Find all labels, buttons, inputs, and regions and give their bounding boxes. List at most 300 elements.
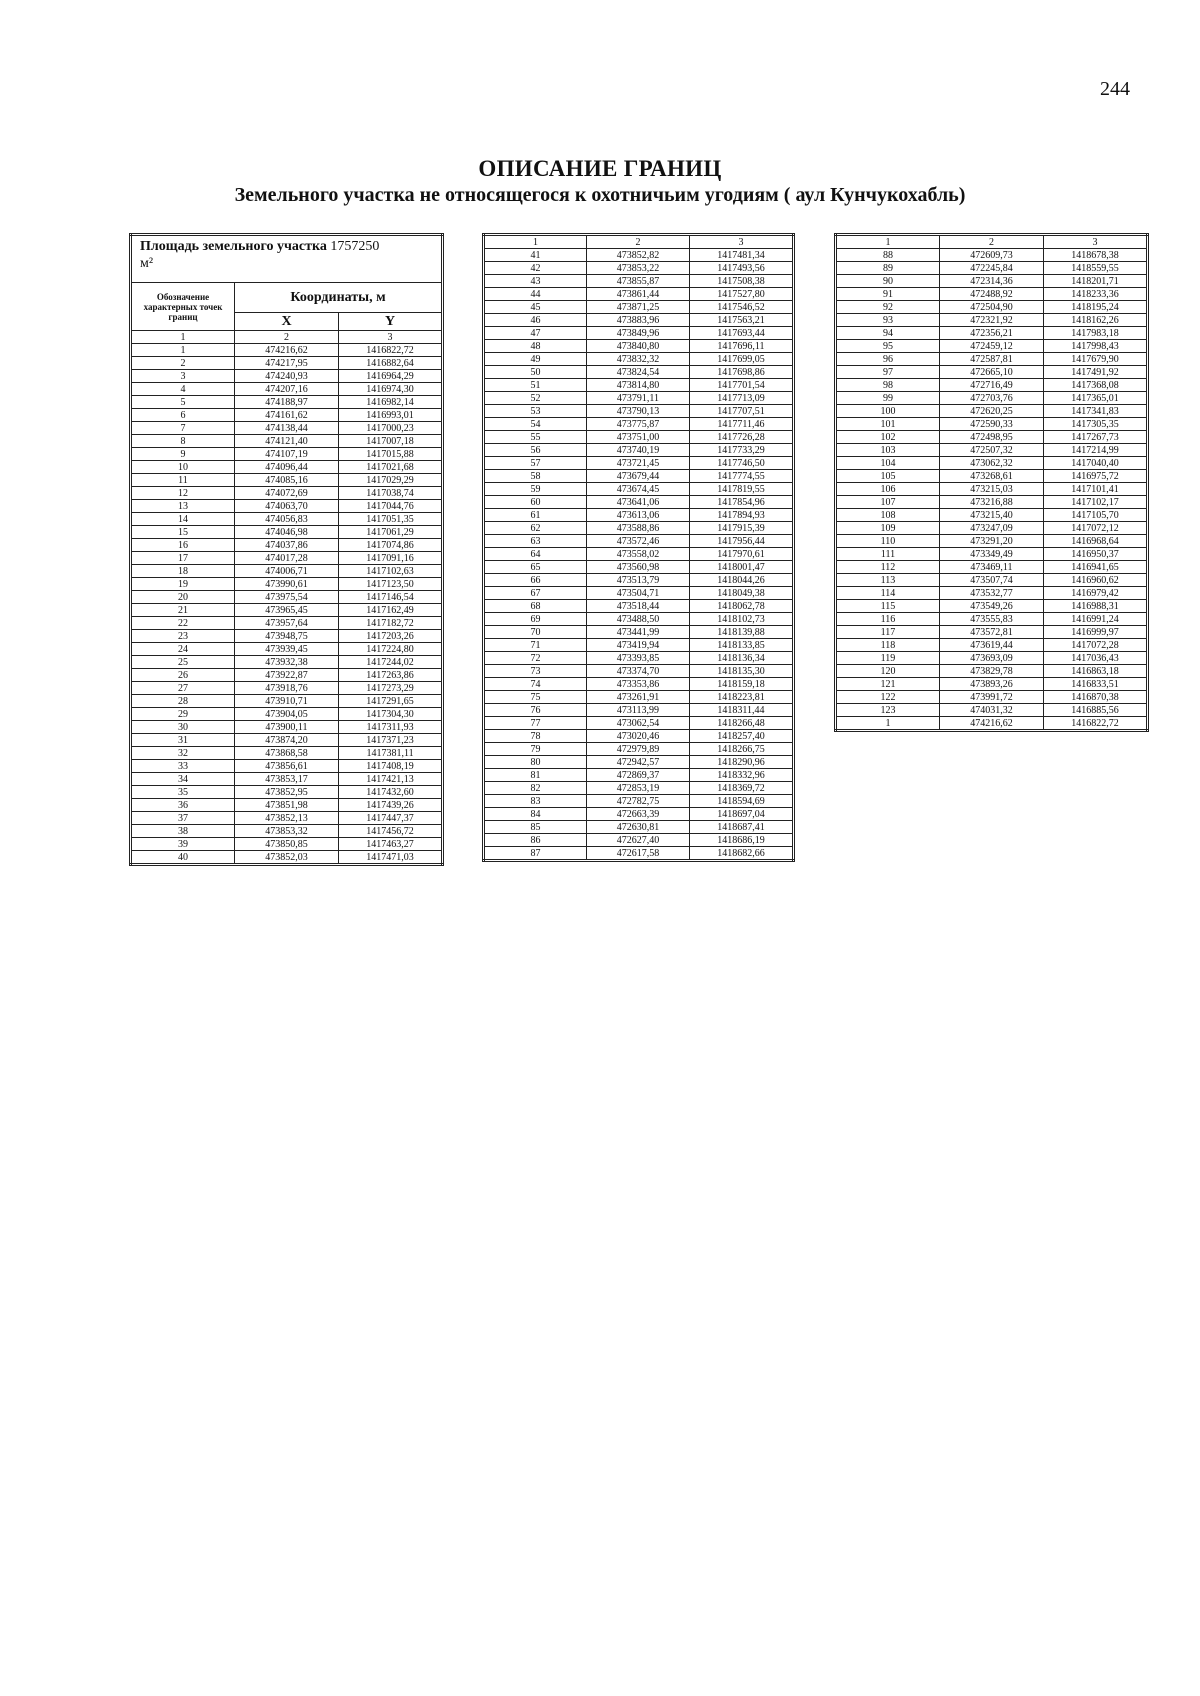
- table-row: [484, 353, 794, 366]
- table-row: [836, 691, 1148, 704]
- x-coordinate-cell: 472488,92: [940, 288, 1044, 301]
- y-coordinate-cell: 1418369,72: [690, 782, 794, 795]
- point-id-cell: 54: [484, 418, 587, 431]
- table-row: [484, 483, 794, 496]
- table-row: [836, 249, 1148, 262]
- y-coordinate-cell: 1416822,72: [1044, 717, 1148, 731]
- y-coordinate-cell: 1418135,30: [690, 665, 794, 678]
- x-coordinate-cell: 472459,12: [940, 340, 1044, 353]
- y-coordinate-cell: 1416882,64: [339, 357, 443, 370]
- point-id-cell: 106: [836, 483, 940, 496]
- table-row: [836, 704, 1148, 717]
- point-id-cell: 76: [484, 704, 587, 717]
- x-coordinate-cell: 472853,19: [587, 782, 690, 795]
- area-value: 1757250: [330, 239, 380, 254]
- y-coordinate-cell: 1416964,29: [339, 370, 443, 383]
- x-coordinate-cell: 473261,91: [587, 691, 690, 704]
- x-coordinate-cell: 472630,81: [587, 821, 690, 834]
- point-id-cell: 32: [131, 747, 235, 760]
- point-id-cell: 44: [484, 288, 587, 301]
- y-coordinate-cell: 1416975,72: [1044, 470, 1148, 483]
- point-id-cell: 66: [484, 574, 587, 587]
- y-coordinate-cell: 1417726,28: [690, 431, 794, 444]
- table-row: [836, 535, 1148, 548]
- point-id-cell: 14: [131, 513, 235, 526]
- y-coordinate-cell: 1417105,70: [1044, 509, 1148, 522]
- y-coordinate-cell: 1416870,38: [1044, 691, 1148, 704]
- table-row: [131, 682, 443, 695]
- table-row: [836, 340, 1148, 353]
- point-id-cell: 121: [836, 678, 940, 691]
- y-coordinate-cell: 1417029,29: [339, 474, 443, 487]
- point-id-cell: 105: [836, 470, 940, 483]
- x-coordinate-cell: 474056,83: [235, 513, 339, 526]
- point-id-cell: 49: [484, 353, 587, 366]
- x-coordinate-cell: 473814,80: [587, 379, 690, 392]
- x-coordinate-cell: 473904,05: [235, 708, 339, 721]
- x-coordinate-cell: 474121,40: [235, 435, 339, 448]
- point-id-cell: 97: [836, 366, 940, 379]
- table-row: [131, 513, 443, 526]
- x-coordinate-cell: 472979,89: [587, 743, 690, 756]
- x-coordinate-cell: 474138,44: [235, 422, 339, 435]
- y-coordinate-cell: 1418139,88: [690, 626, 794, 639]
- y-coordinate-cell: 1417101,41: [1044, 483, 1148, 496]
- point-id-cell: 63: [484, 535, 587, 548]
- y-coordinate-cell: 1417481,34: [690, 249, 794, 262]
- point-id-cell: 93: [836, 314, 940, 327]
- point-id-cell: 47: [484, 327, 587, 340]
- point-id-cell: 107: [836, 496, 940, 509]
- x-coordinate-cell: 473850,85: [235, 838, 339, 851]
- coordinates-table-1: [129, 233, 444, 866]
- table-row: [131, 565, 443, 578]
- y-coordinate-cell: 1417146,54: [339, 591, 443, 604]
- y-coordinate-cell: 1417036,43: [1044, 652, 1148, 665]
- table-row: [131, 825, 443, 838]
- point-id-cell: 75: [484, 691, 587, 704]
- column-number: 1: [836, 235, 940, 249]
- point-id-cell: 73: [484, 665, 587, 678]
- x-coordinate-cell: 474063,70: [235, 500, 339, 513]
- x-coordinate-cell: 472245,84: [940, 262, 1044, 275]
- table-row: [484, 405, 794, 418]
- y-coordinate-cell: 1417123,50: [339, 578, 443, 591]
- point-id-cell: 36: [131, 799, 235, 812]
- point-id-cell: 71: [484, 639, 587, 652]
- table-row: [131, 747, 443, 760]
- point-id-cell: 113: [836, 574, 940, 587]
- x-coordinate-cell: 473832,32: [587, 353, 690, 366]
- table-row: [484, 327, 794, 340]
- y-coordinate-cell: 1417696,11: [690, 340, 794, 353]
- table-row: [836, 353, 1148, 366]
- point-id-cell: 102: [836, 431, 940, 444]
- point-id-cell: 78: [484, 730, 587, 743]
- y-coordinate-cell: 1417894,93: [690, 509, 794, 522]
- y-coordinate-cell: 1417447,37: [339, 812, 443, 825]
- y-coordinate-cell: 1418233,36: [1044, 288, 1148, 301]
- x-coordinate-cell: 472627,40: [587, 834, 690, 847]
- y-coordinate-cell: 1417463,27: [339, 838, 443, 851]
- y-coordinate-cell: 1417072,12: [1044, 522, 1148, 535]
- y-coordinate-cell: 1418102,73: [690, 613, 794, 626]
- x-coordinate-cell: 473893,26: [940, 678, 1044, 691]
- point-id-cell: 69: [484, 613, 587, 626]
- point-id-cell: 83: [484, 795, 587, 808]
- point-id-cell: 111: [836, 548, 940, 561]
- x-coordinate-cell: 473939,45: [235, 643, 339, 656]
- x-coordinate-cell: 472609,73: [940, 249, 1044, 262]
- table-row: [484, 691, 794, 704]
- point-id-cell: 21: [131, 604, 235, 617]
- x-coordinate-cell: 473291,20: [940, 535, 1044, 548]
- x-coordinate-cell: 473740,19: [587, 444, 690, 457]
- point-id-cell: 74: [484, 678, 587, 691]
- table-row: [836, 262, 1148, 275]
- x-coordinate-cell: 473861,44: [587, 288, 690, 301]
- y-coordinate-cell: 1417371,23: [339, 734, 443, 747]
- table-row: [484, 613, 794, 626]
- y-coordinate-cell: 1418686,19: [690, 834, 794, 847]
- x-coordinate-cell: 474207,16: [235, 383, 339, 396]
- area-unit: м²: [140, 256, 154, 271]
- point-id-cell: 3: [131, 370, 235, 383]
- table-row: [836, 678, 1148, 691]
- x-coordinate-cell: 472498,95: [940, 431, 1044, 444]
- table-row: [131, 838, 443, 851]
- y-coordinate-cell: 1417102,17: [1044, 496, 1148, 509]
- point-id-cell: 34: [131, 773, 235, 786]
- point-id-cell: 57: [484, 457, 587, 470]
- y-coordinate-cell: 1418559,55: [1044, 262, 1148, 275]
- y-coordinate-cell: 1418687,41: [690, 821, 794, 834]
- table-row: [484, 340, 794, 353]
- x-coordinate-cell: 473853,32: [235, 825, 339, 838]
- x-coordinate-cell: 472587,81: [940, 353, 1044, 366]
- x-coordinate-cell: 473721,45: [587, 457, 690, 470]
- column-number: 1: [131, 331, 235, 344]
- x-coordinate-cell: 473990,61: [235, 578, 339, 591]
- table-row: [836, 327, 1148, 340]
- point-id-cell: 62: [484, 522, 587, 535]
- y-coordinate-cell: 1417854,96: [690, 496, 794, 509]
- table-row: [484, 652, 794, 665]
- y-coordinate-cell: 1416822,72: [339, 344, 443, 357]
- table-row: [131, 643, 443, 656]
- y-coordinate-cell: 1416993,01: [339, 409, 443, 422]
- y-coordinate-cell: 1417074,86: [339, 539, 443, 552]
- header-row: [131, 283, 443, 313]
- x-coordinate-cell: 473829,78: [940, 665, 1044, 678]
- point-id-cell: 31: [131, 734, 235, 747]
- x-coordinate-cell: 472356,21: [940, 327, 1044, 340]
- point-id-cell: 68: [484, 600, 587, 613]
- point-id-cell: 65: [484, 561, 587, 574]
- x-coordinate-cell: 473113,99: [587, 704, 690, 717]
- table-row: [836, 639, 1148, 652]
- point-id-cell: 48: [484, 340, 587, 353]
- y-coordinate-cell: 1417699,05: [690, 353, 794, 366]
- table-row: [836, 652, 1148, 665]
- y-coordinate-cell: 1417368,08: [1044, 379, 1148, 392]
- table-row: [484, 769, 794, 782]
- table-row: [836, 301, 1148, 314]
- x-coordinate-cell: 473775,87: [587, 418, 690, 431]
- y-coordinate-cell: 1418266,75: [690, 743, 794, 756]
- table-row: [836, 717, 1148, 731]
- point-id-cell: 114: [836, 587, 940, 600]
- point-id-cell: 110: [836, 535, 940, 548]
- y-coordinate-cell: 1417291,65: [339, 695, 443, 708]
- table-row: [131, 604, 443, 617]
- y-coordinate-cell: 1417304,30: [339, 708, 443, 721]
- x-coordinate-cell: 474216,62: [235, 344, 339, 357]
- point-id-cell: 5: [131, 396, 235, 409]
- point-id-cell: 27: [131, 682, 235, 695]
- table-row: [484, 496, 794, 509]
- x-coordinate-cell: 473674,45: [587, 483, 690, 496]
- table-row: [484, 730, 794, 743]
- column-number: 1: [484, 235, 587, 249]
- point-id-cell: 109: [836, 522, 940, 535]
- y-coordinate-cell: 1418049,38: [690, 587, 794, 600]
- table-row: [484, 704, 794, 717]
- y-coordinate-cell: 1417915,39: [690, 522, 794, 535]
- point-id-cell: 120: [836, 665, 940, 678]
- y-coordinate-cell: 1418682,66: [690, 847, 794, 861]
- x-coordinate-cell: 472716,49: [940, 379, 1044, 392]
- y-coordinate-cell: 1417102,63: [339, 565, 443, 578]
- table-row: [484, 782, 794, 795]
- point-id-cell: 29: [131, 708, 235, 721]
- x-coordinate-cell: 472782,75: [587, 795, 690, 808]
- x-coordinate-cell: 473572,46: [587, 535, 690, 548]
- x-coordinate-cell: 474046,98: [235, 526, 339, 539]
- point-id-cell: 79: [484, 743, 587, 756]
- point-id-cell: 89: [836, 262, 940, 275]
- point-id-cell: 67: [484, 587, 587, 600]
- point-id-cell: 28: [131, 695, 235, 708]
- x-coordinate-cell: 473215,40: [940, 509, 1044, 522]
- table-row: [484, 262, 794, 275]
- point-id-cell: 7: [131, 422, 235, 435]
- x-coordinate-cell: 473874,20: [235, 734, 339, 747]
- table-row: [836, 600, 1148, 613]
- y-coordinate-cell: 1417015,88: [339, 448, 443, 461]
- table-row: [131, 435, 443, 448]
- x-coordinate-cell: 473883,96: [587, 314, 690, 327]
- table-row: [484, 587, 794, 600]
- y-coordinate-cell: 1417698,86: [690, 366, 794, 379]
- point-id-cell: 77: [484, 717, 587, 730]
- table-row: [484, 392, 794, 405]
- y-coordinate-cell: 1418332,96: [690, 769, 794, 782]
- table-row: [836, 626, 1148, 639]
- y-coordinate-cell: 1417341,83: [1044, 405, 1148, 418]
- y-coordinate-cell: 1418136,34: [690, 652, 794, 665]
- table-row: [836, 470, 1148, 483]
- x-coordinate-cell: 473965,45: [235, 604, 339, 617]
- coordinates-header: Координаты, м: [235, 283, 443, 313]
- area-label: Площадь земельного участка: [140, 239, 327, 254]
- table-row: [836, 587, 1148, 600]
- point-id-cell: 10: [131, 461, 235, 474]
- point-id-cell: 26: [131, 669, 235, 682]
- point-id-cell: 25: [131, 656, 235, 669]
- table-row: [484, 574, 794, 587]
- table-row: [131, 370, 443, 383]
- point-id-cell: 117: [836, 626, 940, 639]
- y-coordinate-cell: 1417774,55: [690, 470, 794, 483]
- point-id-cell: 20: [131, 591, 235, 604]
- point-id-cell: 50: [484, 366, 587, 379]
- point-id-cell: 11: [131, 474, 235, 487]
- table-row: [131, 656, 443, 669]
- y-coordinate-cell: 1416885,56: [1044, 704, 1148, 717]
- x-coordinate-cell: 472507,32: [940, 444, 1044, 457]
- point-id-cell: 13: [131, 500, 235, 513]
- y-coordinate-cell: 1417471,03: [339, 851, 443, 865]
- y-coordinate-cell: 1417051,35: [339, 513, 443, 526]
- y-coordinate-cell: 1417679,90: [1044, 353, 1148, 366]
- y-coordinate-cell: 1417693,44: [690, 327, 794, 340]
- table-row: [131, 695, 443, 708]
- y-coordinate-cell: 1417707,51: [690, 405, 794, 418]
- y-coordinate-cell: 1417421,13: [339, 773, 443, 786]
- x-coordinate-cell: 473918,76: [235, 682, 339, 695]
- x-coordinate-cell: 473693,09: [940, 652, 1044, 665]
- x-coordinate-cell: 473588,86: [587, 522, 690, 535]
- point-id-cell: 38: [131, 825, 235, 838]
- x-coordinate-cell: 473991,72: [940, 691, 1044, 704]
- document-title: ОПИСАНИЕ ГРАНИЦ: [478, 156, 722, 181]
- table-row: [131, 552, 443, 565]
- y-coordinate-cell: 1417956,44: [690, 535, 794, 548]
- x-coordinate-cell: 474017,28: [235, 552, 339, 565]
- x-coordinate-cell: 474217,95: [235, 357, 339, 370]
- table-row: [131, 630, 443, 643]
- x-coordinate-cell: 473353,86: [587, 678, 690, 691]
- point-id-cell: 85: [484, 821, 587, 834]
- table-row: [836, 522, 1148, 535]
- y-coordinate-cell: 1417162,49: [339, 604, 443, 617]
- table-row: [836, 431, 1148, 444]
- point-id-cell: 115: [836, 600, 940, 613]
- x-coordinate-cell: 473469,11: [940, 561, 1044, 574]
- point-id-cell: 42: [484, 262, 587, 275]
- table-row: [484, 847, 794, 861]
- y-coordinate-cell: 1418133,85: [690, 639, 794, 652]
- x-coordinate-cell: 473555,83: [940, 613, 1044, 626]
- point-id-cell: 112: [836, 561, 940, 574]
- y-coordinate-cell: 1416982,14: [339, 396, 443, 409]
- x-coordinate-cell: 473871,25: [587, 301, 690, 314]
- x-coordinate-cell: 474037,86: [235, 539, 339, 552]
- y-coordinate-cell: 1417508,38: [690, 275, 794, 288]
- point-id-cell: 22: [131, 617, 235, 630]
- y-coordinate-cell: 1417998,43: [1044, 340, 1148, 353]
- x-coordinate-cell: 473751,00: [587, 431, 690, 444]
- point-id-cell: 37: [131, 812, 235, 825]
- table-row: [484, 808, 794, 821]
- table-row: [131, 799, 443, 812]
- y-coordinate-cell: 1417044,76: [339, 500, 443, 513]
- point-id-cell: 96: [836, 353, 940, 366]
- y-coordinate-cell: 1417072,28: [1044, 639, 1148, 652]
- table-row: [484, 301, 794, 314]
- y-coordinate-cell: 1418044,26: [690, 574, 794, 587]
- x-coordinate-cell: 473900,11: [235, 721, 339, 734]
- coordinates-table-3: [834, 233, 1149, 732]
- x-coordinate-cell: 472314,36: [940, 275, 1044, 288]
- x-coordinate-cell: 473791,11: [587, 392, 690, 405]
- x-coordinate-cell: 472590,33: [940, 418, 1044, 431]
- point-id-cell: 41: [484, 249, 587, 262]
- point-id-cell: 103: [836, 444, 940, 457]
- x-coordinate-cell: 474006,71: [235, 565, 339, 578]
- y-coordinate-cell: 1418162,26: [1044, 314, 1148, 327]
- table-row: [836, 275, 1148, 288]
- point-id-cell: 116: [836, 613, 940, 626]
- point-id-cell: 24: [131, 643, 235, 656]
- coordinates-table-2: [482, 233, 795, 862]
- table-row: [131, 539, 443, 552]
- point-id-cell: 61: [484, 509, 587, 522]
- y-coordinate-cell: 1417203,26: [339, 630, 443, 643]
- point-id-cell: 19: [131, 578, 235, 591]
- y-coordinate-cell: 1417819,55: [690, 483, 794, 496]
- y-coordinate-cell: 1417000,23: [339, 422, 443, 435]
- y-coordinate-cell: 1416968,64: [1044, 535, 1148, 548]
- point-id-cell: 80: [484, 756, 587, 769]
- table-row: [484, 821, 794, 834]
- table-row: [131, 669, 443, 682]
- x-coordinate-cell: 473641,06: [587, 496, 690, 509]
- table-row: [484, 431, 794, 444]
- table-row: [131, 500, 443, 513]
- table-row: [131, 734, 443, 747]
- point-id-cell: 18: [131, 565, 235, 578]
- x-coordinate-cell: 472504,90: [940, 301, 1044, 314]
- point-id-cell: 88: [836, 249, 940, 262]
- table-row: [131, 591, 443, 604]
- x-coordinate-cell: 473855,87: [587, 275, 690, 288]
- table-row: [484, 626, 794, 639]
- y-coordinate-cell: 1418257,40: [690, 730, 794, 743]
- table-row: [836, 548, 1148, 561]
- x-coordinate-cell: 473518,44: [587, 600, 690, 613]
- table-row: [484, 249, 794, 262]
- y-coordinate-cell: 1417970,61: [690, 548, 794, 561]
- table-row: [131, 812, 443, 825]
- table-row: [836, 457, 1148, 470]
- table-row: [484, 314, 794, 327]
- x-coordinate-cell: 473948,75: [235, 630, 339, 643]
- point-id-cell: 123: [836, 704, 940, 717]
- table-row: [484, 548, 794, 561]
- table-row: [484, 795, 794, 808]
- point-id-cell: 6: [131, 409, 235, 422]
- table-row: [131, 448, 443, 461]
- x-coordinate-cell: 473679,44: [587, 470, 690, 483]
- table-row: [836, 483, 1148, 496]
- table-row: [131, 474, 443, 487]
- x-coordinate-cell: 473062,54: [587, 717, 690, 730]
- y-coordinate-cell: 1417365,01: [1044, 392, 1148, 405]
- table-3-body: [836, 249, 1148, 731]
- column-number: 3: [690, 235, 794, 249]
